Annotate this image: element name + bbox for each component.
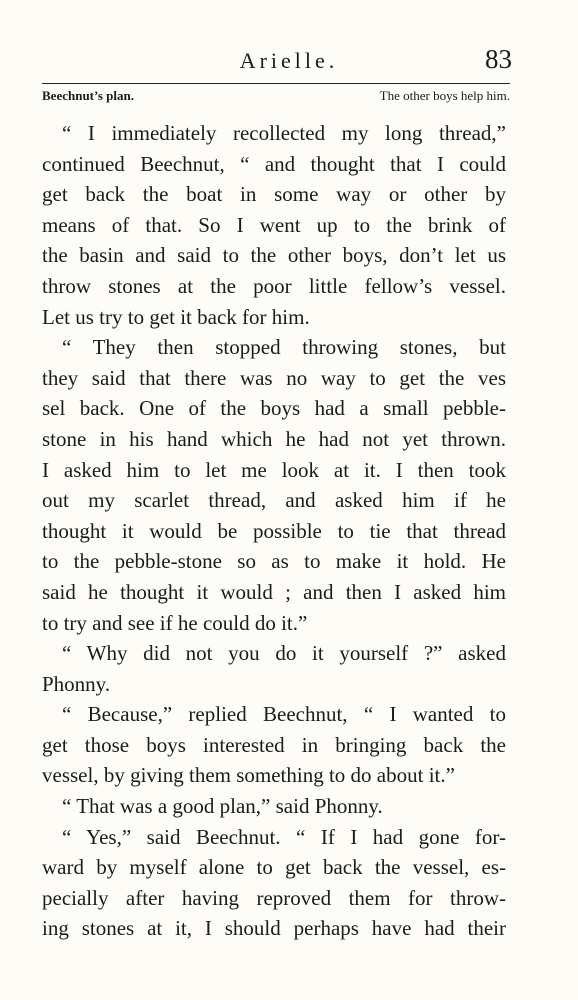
page-headline [42,88,510,104]
text-line: sel back. One of the boys had a small pebble- [42,396,506,421]
headline-left: Beechnut’s plan. [42,88,134,103]
text-line: get back the boat in some way or other by [42,182,506,207]
text-line: continued Beechnut, “ and thought that I could [42,151,506,176]
text-line: to the pebble-stone so as to make it hold. He [42,549,506,574]
body-text [42,118,506,944]
text-line: get those boys interested in bringing back the [42,732,506,757]
text-line: the basin and said to the other boys, don’t let us [42,243,506,268]
text-line: “ Because,” replied Beechnut, “ I wanted to [62,702,506,727]
text-line: stone in his hand which he had not yet thrown. [42,426,506,451]
headline-right: The other boys help him. [379,88,510,103]
page-number: 83 [485,44,512,74]
text-line: “ I immediately recollected my long thread,” [62,121,506,145]
text-line: vessel, by giving them something to do about it.” [42,763,455,788]
text-line: pecially after having reproved them for throw- [42,885,506,910]
text-line: “ Yes,” said Beechnut. “ If I had gone for- [62,824,506,849]
text-line: “ They then stopped throwing stones, but [62,335,506,360]
text-line: to try and see if he could do it.” [42,610,308,635]
text-line: thought it would be possible to tie that thread [42,518,506,543]
text-line: they said that there was no way to get the ves [42,365,506,390]
text-line: “ That was a good plan,” said Phonny. [62,794,383,819]
running-title: Arielle. [239,48,339,73]
text-line: ing stones at it, I should perhaps have had their [42,916,506,941]
header-rule [42,83,510,84]
text-line: said he thought it would ; and then I asked him [42,579,506,604]
text-line: means of that. So I went up to the brink of [42,212,506,237]
text-line: “ Why did not you do it yourself ?” asked [62,641,506,666]
text-line: I asked him to let me look at it. I then took [42,457,506,482]
text-line: Let us try to get it back for him. [42,304,310,329]
text-line: out my scarlet thread, and asked him if he [42,488,506,513]
text-line: ward by myself alone to get back the vessel, es- [42,855,506,880]
text-line: Phonny. [42,671,111,696]
text-line: throw stones at the poor little fellow’s vessel. [42,273,506,298]
